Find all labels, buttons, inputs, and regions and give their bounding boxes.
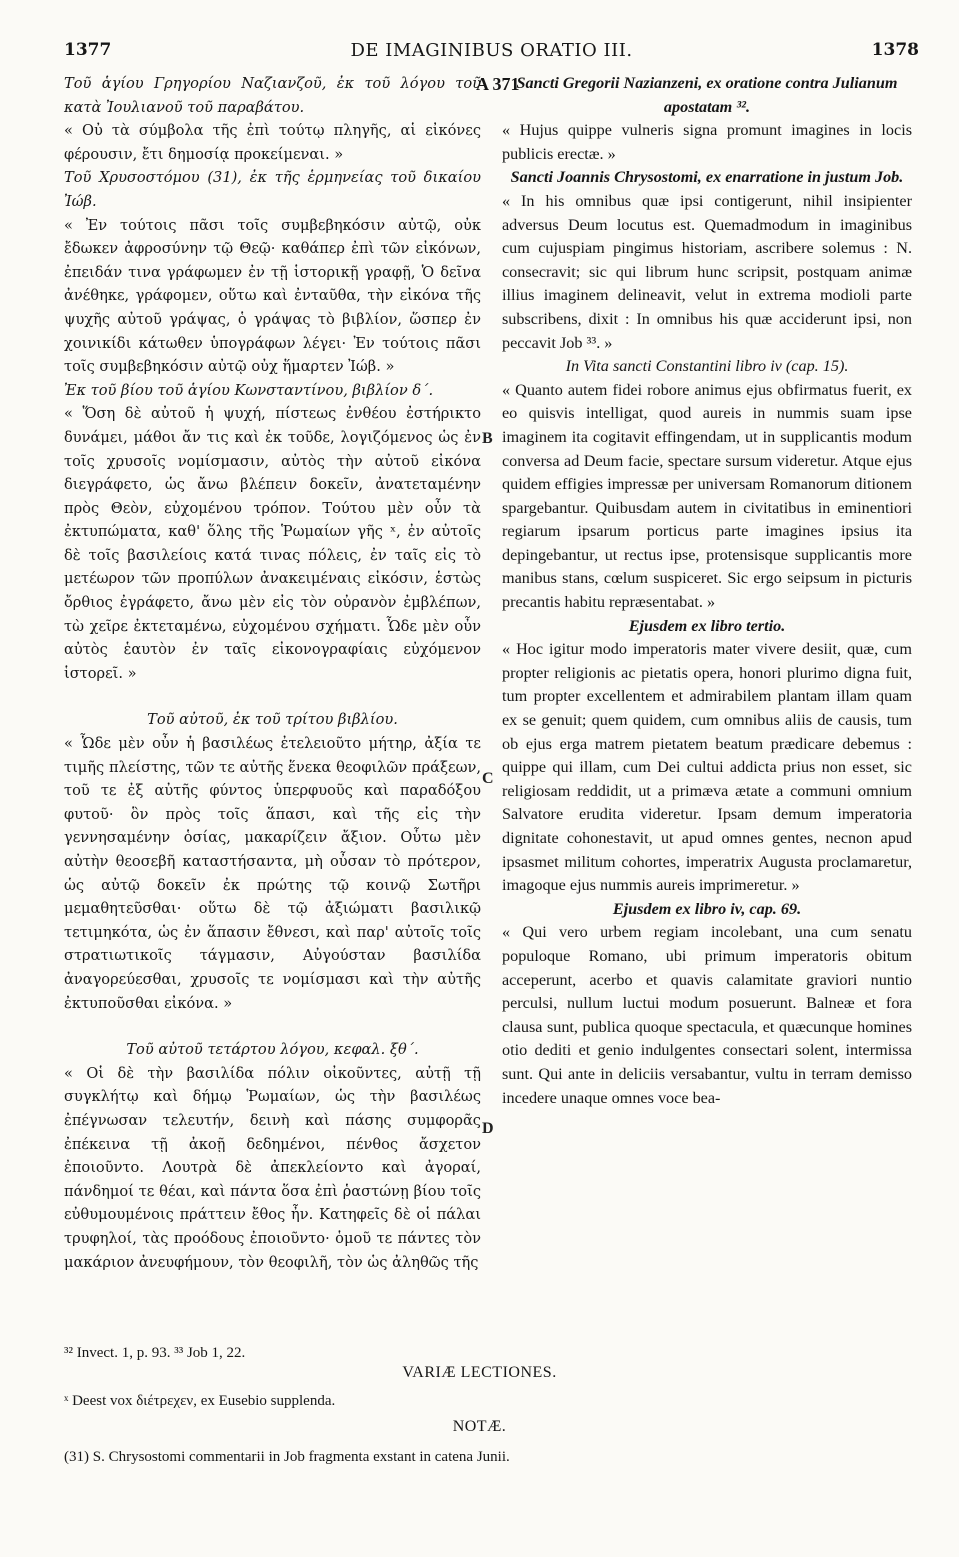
notae-text: (31) S. Chrysostomi commentarii in Job fragmenta exstant in catena Junii. <box>64 1449 510 1465</box>
greek-paragraph-2: Τοῦ Χρυσοστόμου (31), ἐκ τῆς ἑρμηνείας τοῦ δικαίου Ἰώβ. <box>64 169 481 210</box>
greek-paragraph-1: « Οὐ τὰ σύμβολα τῆς ἐπὶ τούτῳ πληγῆς, αἱ εἰκόνες φέρουσιν, ἔτι δημοσίᾳ προκείμεναι. » <box>64 122 481 163</box>
greek-paragraph-9 <box>64 1015 481 1038</box>
latin-paragraph-3: « In his omnibus quæ ipsi contigerunt, nihil insipienter adversus Deum locutus est. Quemadmodum in imaginibus cum cujuspiam pingimus historiam, ascribere solemus : N. consecravit; sic qui librum hunc scripsit, postquam animæ illius imaginem delineavit, velut in extrema modioli parte subscribens, dixit : In omnibus his quæ acciderunt ipsi, non peccavit Job ³³. » <box>502 191 912 352</box>
latin-paragraph-4: In Vita sancti Constantini libro iv (cap. 15). <box>565 357 849 376</box>
latin-column <box>502 72 912 1110</box>
varia-lectiones-text: ˣ Deest vox διέτρεχεν, ex Eusebio supplenda. <box>64 1393 336 1409</box>
greek-paragraph-5: « Ὅση δὲ αὐτοῦ ἡ ψυχή, πίστεως ἐνθέου ἐστήρικτο δυνάμει, μάθοι ἄν τις καὶ ἐκ τοῦδε, λογιζόμενος ὡς ἐν τοῖς χρυσοῖς νομίσμασιν, αὐτὸς τὴν αὐτοῦ εἰκόνα διεγράφετο, ὡς ἄνω βλέπειν δοκεῖν, ἀνατεταμένην πρὸς Θεὸν, εὐχομένου τρόπον. Τούτου μὲν οὖν τὰ ἐκτυπώματα, καθ' ὅλης τῆς Ῥωμαίων γῆς ˣ, ἐν αὐτοῖς δὲ τοῖς βασιλείοις κατά τινας πόλεις, ἐν ταῖς εἰς τὸ μετέωρον τῶν προπύλων ἀνακειμέναις εἰκόσιν, ἑστὼς ὄρθιος ἐγράφετο, ἄνω μὲν εἰς τὸν οὐρανὸν ἐμβλέπων, τὼ χεῖρε ἐκτεταμένω, εὐχομένου σχήματι. Ὧδε μὲν οὖν αὐτὸς ἑαυτὸν ἐν ταῖς εἰκονογραφίαις εὐχόμενον ἱστορεῖ. » <box>64 405 481 682</box>
greek-paragraph-11: « Οἱ δὲ τὴν βασιλίδα πόλιν οἰκοῦντες, αὐτῇ τῇ συγκλήτῳ καὶ δήμῳ Ῥωμαίων, ὡς τὴν βασιλέως ἐπέγνωσαν τελευτήν, δεινὴ καὶ πάσης συμφορᾶς ἐπέκεινα τῇ ἀκοῇ δεδημένοι, πένθος ἄσχετον ἐποιοῦντο. Λουτρὰ δὲ ἀπεκλείοντο καὶ ἀγοραί, πάνδημοί τε θέαι, καὶ πάντα ὅσα ἐπὶ ῥαστώνῃ βίου τοῖς εὐθυμουμένοις πράττειν ἔθος ἦν. Κατηφεῖς δὲ οἱ πάλαι τρυφηλοί, τὰς προόδους ἐποιοῦντο· ὁμοῦ τε πάντες τὸν μακάριον ἀνευφήμουν, τὸν θεοφιλῆ, τὸν ὡς ἀληθῶς τῆς <box>64 1064 481 1271</box>
notae-heading: NOTÆ. <box>452 1418 507 1435</box>
latin-paragraph-9: « Qui vero urbem regiam incolebant, una cum senatu populoque Romano, ubi primum imperatoris obitum acceperunt, acerbo et quavis calamitate graviori nuntio perculsi, nullum luctui modum posuerunt. Balneæ et fora clausa sunt, publica quoque spectacula, et quæcunque homines otio dediti et genio indulgentes consectari solent, intermissa sunt. Qui ante in deliciis versabantur, vultu in terram demisso incedere unaque omnes voce bea- <box>502 923 912 1107</box>
margin-letter-c: C <box>482 770 494 787</box>
latin-paragraph-5: « Quanto autem fidei robore animus ejus obfirmatus fuerit, ex eo quisvis intelligat, quod aureis in nummis suam ipse imaginem ita cogitavit effingendam, ut in supplicantis modum conversa ad Deum facie, spectare sursum videretur. Atque ejus quidem effigies impressæ per universam Romanorum ditionem spargebantur. Quibusdam autem in civitatibus in eminentiori regiarum ipsarum porticus parte imagines ipsius ita depingebantur, ut rectus ipse, protensisque supplicantis more manibus stans, cœlum suspiceret. Sic ergo seipsum in picturis precantis habitu repræsentabat. » <box>502 380 912 612</box>
greek-paragraph-0: Τοῦ ἁγίου Γρηγορίου Ναζιανζοῦ, ἐκ τοῦ λόγου τοῦ κατὰ Ἰουλιανοῦ τοῦ παραβάτου. <box>64 75 481 116</box>
margin-letter-d: D <box>482 1120 494 1137</box>
footnote-refs: ³² Invect. 1, p. 93. ³³ Job 1, 22. <box>64 1345 246 1361</box>
latin-paragraph-7: « Hoc igitur modo imperatoris mater vivere desiit, quæ, cum propter religionis ac pietatis opera, honori plurimo digna fuit, tum propter excellentem et admirabilem plantam illam quam ex se genuit; quem quidem, cum omnibus aliis de causis, tum ob ejus erga matrem pietatem beatum prædicare debemus : quippe qui illam, cum Dei cultui addicta prius non esset, sic religiosam reddidit, ut a primæva ætate a communi omnium Salvatore erudita videretur. Ipsam demum imperatoria dignitate cohonestavit, ut apud omnes gentes, necnon apud ipsasmet militum cohortes, imperatrix Augusta proclamaretur, imagoque ejus nummis aureis imprimeretur. » <box>502 640 912 895</box>
latin-paragraph-8: Ejusdem ex libro iv, cap. 69. <box>612 899 802 918</box>
greek-paragraph-8: « Ὧδε μὲν οὖν ἡ βασιλέως ἐτελειοῦτο μήτηρ, ἀξία τε τιμῆς πλείστης, τῶν τε αὐτῆς ἕνεκα θεοφιλῶν πράξεων, τοῦ τε ἐξ αὐτῆς φύντος ὑπερφυοῦς καὶ παραδόξου φυτοῦ· ὃν πρὸς τοῖς ἅπασι, καὶ τῆς εἰς τὴν γεννησαμένην ὁσίας, μακαρίζειν ἄξιον. Οὗτω μὲν αὐτὴν θεοσεβῆ καταστήσαντα, μὴ οὖσαν τὸ πρότερον, ὡς αὐτῷ δοκεῖν ἐκ πρώτης τῷ κοινῷ Σωτῆρι μεμαθητεῦσθαι· οὕτω δὲ τῷ ἀξιώματι βασιλικῷ τετιμηκότα, ὡς ἐν ἅπασιν ἔθνεσι, καὶ παρ' αὐτοῖς τοῖς στρατιωτικοῖς τάγμασιν, Αὐγούσταν βασιλίδα ἀναγορεύεσθαι, χρυσοῖς τε νομίσμασι καὶ τὴν αὐτῆς ἐκτυποῦσθαι εἰκόνα. » <box>64 735 481 1012</box>
latin-paragraph-2: Sancti Joannis Chrysostomi, ex enarratione in justum Job. <box>510 168 904 187</box>
greek-paragraph-6 <box>64 685 481 708</box>
margin-letter-b: B <box>482 430 493 447</box>
greek-column <box>64 72 481 1274</box>
latin-paragraph-6: Ejusdem ex libro tertio. <box>628 616 786 635</box>
page-number-left: 1377 <box>64 40 112 60</box>
greek-paragraph-7: Τοῦ αὐτοῦ, ἐκ τοῦ τρίτου βιβλίου. <box>147 711 398 729</box>
column-marker: A 371 <box>476 74 520 94</box>
latin-paragraph-0: Sancti Gregorii Nazianzeni, ex oratione contra Julianum apostatam ³². <box>516 74 898 116</box>
running-header <box>64 40 919 66</box>
greek-paragraph-4: Ἐκ τοῦ βίου τοῦ ἁγίου Κωνσταντίνου, βιβλίον δ΄. <box>64 381 434 399</box>
greek-paragraph-3: « Ἐν τούτοις πᾶσι τοῖς συμβεβηκόσιν αὐτῷ, οὐκ ἔδωκεν ἀφροσύνην τῷ Θεῷ· καθάπερ ἐπὶ τῶν εἰκόνων, ἐπειδάν τινα γράφωμεν ἐν τῇ ἱστορικῇ γραφῇ, Ὁ δεῖνα ἀνέθηκε, γράφομεν, οὕτω καὶ ἐνταῦθα, τὴν εἰκόνα τῆς ψυχῆς αὐτοῦ γράψας, ὁ γράψας τὸ βιβλίον, ὥσπερ ἐν χοινικίδι κάτωθεν ὑπογράφων λέγει· Ἐν τούτοις πᾶσι τοῖς συμβεβηκόσιν αὐτῷ οὐχ ἥμαρτεν Ἰώβ. » <box>64 216 481 376</box>
page-number-right: 1378 <box>871 40 919 60</box>
latin-paragraph-1: « Hujus quippe vulneris signa promunt imagines in locis publicis erectæ. » <box>502 121 912 163</box>
varia-lectiones-heading: VARIÆ LECTIONES. <box>402 1364 557 1381</box>
greek-paragraph-10: Τοῦ αὐτοῦ τετάρτου λόγου, κεφαλ. ξθ΄. <box>126 1041 419 1059</box>
running-title: DE IMAGINIBUS ORATIO III. <box>350 40 633 61</box>
